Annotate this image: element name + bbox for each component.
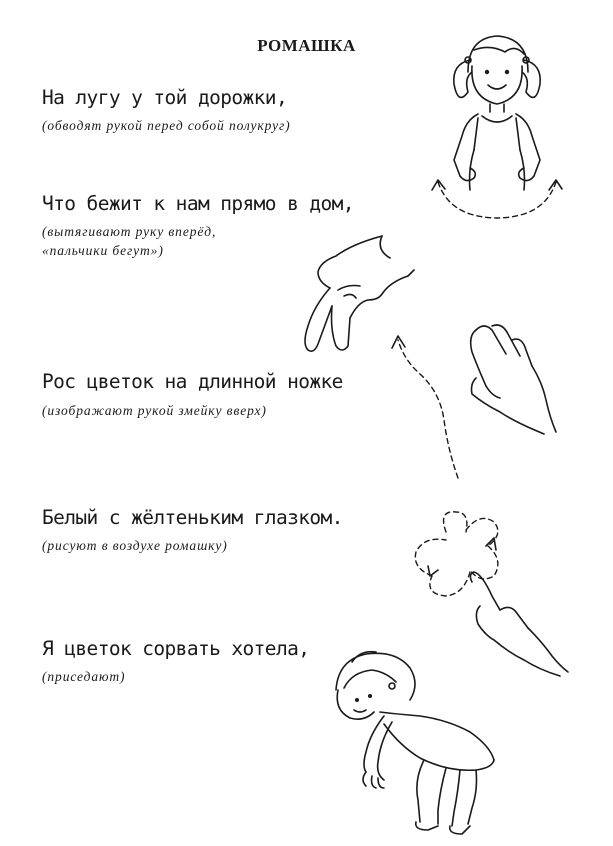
- verse-line-1: На лугу у той дорожки,: [42, 86, 288, 109]
- girl-semicircle-illustration: [432, 36, 562, 218]
- snake-gesture-illustration: [392, 325, 556, 478]
- instruction-note-3-line-1: (изображают рукой змейку вверх): [42, 403, 267, 418]
- instruction-note-2-line-1: (вытягивают руку вперёд,: [42, 224, 217, 239]
- verse-line-5: Я цветок сорвать хотела,: [42, 637, 310, 660]
- daisy-drawing-illustration: [415, 512, 568, 676]
- instruction-note-1-line-1: (обводят рукой перед собой полукруг): [42, 118, 291, 133]
- running-fingers-hand-illustration: [305, 236, 414, 351]
- verse-line-4: Белый с жёлтеньким глазком.: [42, 506, 343, 529]
- squatting-girl-illustration: [336, 652, 494, 834]
- verse-line-2: Что бежит к нам прямо в дом,: [42, 192, 354, 215]
- page-title: РОМАШКА: [257, 36, 356, 55]
- instruction-note-5-line-1: (приседают): [42, 669, 126, 684]
- verse-line-3: Рос цветок на длинной ножке: [42, 370, 343, 393]
- instruction-note-2-line-2: «пальчики бегут»): [42, 243, 164, 258]
- instruction-note-4-line-1: (рисуют в воздухе ромашку): [42, 538, 228, 553]
